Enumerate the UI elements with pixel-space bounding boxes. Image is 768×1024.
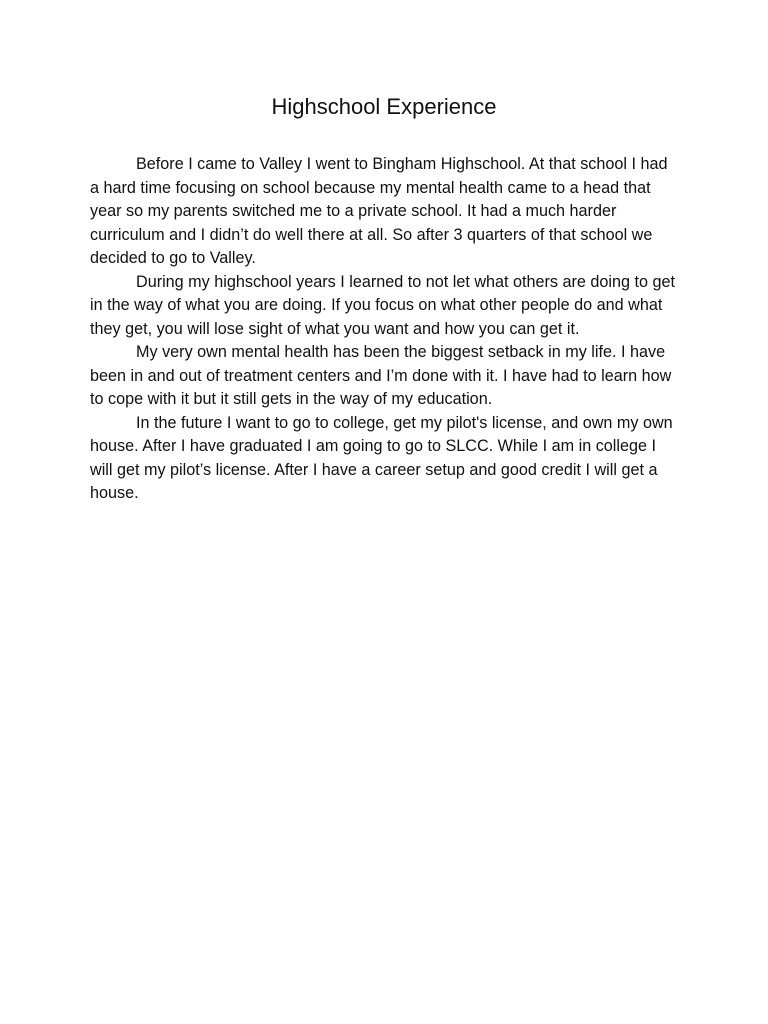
paragraph-1: Before I came to Valley I went to Bingham Highschool. At that school I had a hard time focusing on school because my mental health came to a head that year so my parents switched me to a private school. It had a much harder curriculum and I didn’t do well there at all. So after 3 quarters of that school we decided to go to Valley. <box>90 155 668 267</box>
paragraph-3: My very own mental health has been the biggest setback in my life. I have been in and out of treatment centers and I’m done with it. I have had to learn how to cope with it but it still gets in the way of my education. <box>90 343 672 408</box>
paragraph-4: In the future I want to go to college, get my pilot's license, and own my own house. After I have graduated I am going to go to SLCC. While I am in college I will get my pilot’s license. After I have a career setup and good credit I will get a house. <box>90 413 673 502</box>
paragraph-2: During my highschool years I learned to not let what others are doing to get in the way of what you are doing. If you focus on what other people do and what they get, you will lose sight of what you want and how you can get it. <box>90 272 675 338</box>
document-title: Highschool Experience <box>271 94 497 119</box>
document-body <box>90 153 680 506</box>
